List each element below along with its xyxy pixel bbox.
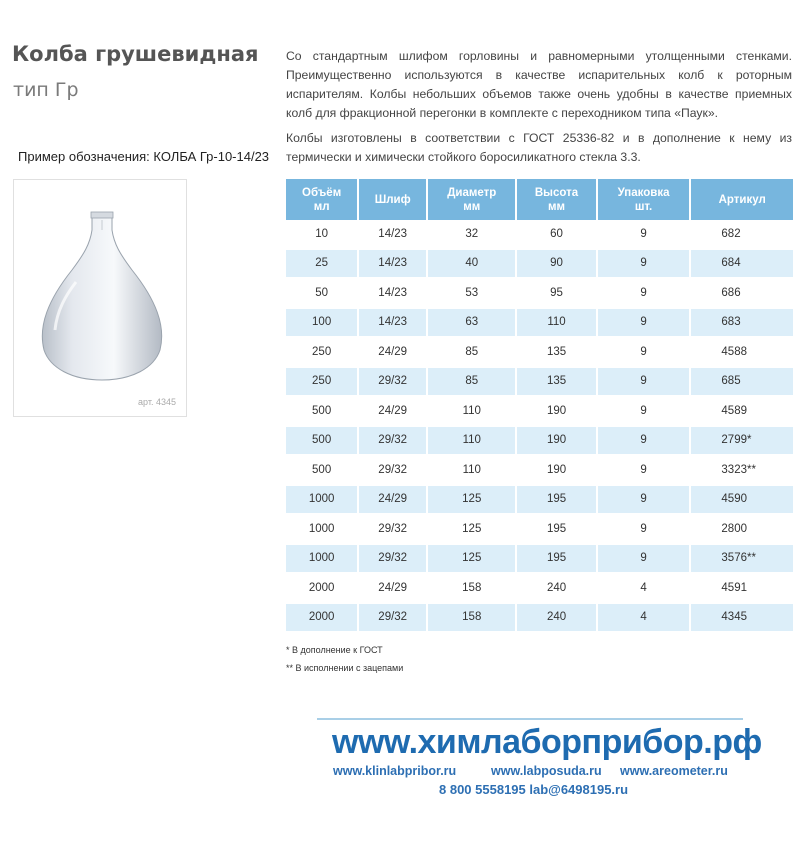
table-cell: 4: [597, 573, 691, 603]
table-cell: 24/29: [358, 337, 427, 367]
table-cell: 2000: [286, 603, 358, 633]
table-cell: 2799*: [690, 426, 793, 456]
table-cell: 4: [597, 603, 691, 633]
description-paragraph: Со стандартным шлифом горловины и равномерными утолщенными стенками. Преимущественно используются в качестве испарительных колб к роторным испарителям. Колбы небольших объемов также очень удобны в качестве приемных колб для фракционной перегонки в комплекте с переходником типа «Паук».: [286, 49, 792, 120]
table-cell: 9: [597, 308, 691, 338]
table-header-row: [286, 179, 793, 220]
table-cell: 158: [427, 603, 516, 633]
table-cell: 14/23: [358, 278, 427, 308]
table-row: [286, 396, 793, 426]
table-cell: 9: [597, 426, 691, 456]
footer-site-klinlabpribor[interactable]: www.klinlabpribor.ru: [333, 764, 457, 778]
footer-contacts: 8 800 5558195 lab@6498195.ru: [439, 782, 629, 797]
table-cell: 95: [516, 278, 596, 308]
table-cell: 100: [286, 308, 358, 338]
table-cell: 9: [597, 485, 691, 515]
table-cell: 135: [516, 337, 596, 367]
table-row: [286, 485, 793, 515]
table-row: [286, 455, 793, 485]
header-volume: Объём мл: [286, 179, 358, 220]
table-row: [286, 337, 793, 367]
table-cell: 29/32: [358, 603, 427, 633]
table-cell: 53: [427, 278, 516, 308]
footer-site-labposuda[interactable]: www.labposuda.ru: [491, 764, 602, 778]
table-row: [286, 573, 793, 603]
table-row: [286, 220, 793, 249]
table-cell: 250: [286, 337, 358, 367]
table-cell: 685: [690, 367, 793, 397]
table-cell: 29/32: [358, 426, 427, 456]
table-cell: 500: [286, 426, 358, 456]
table-cell: 14/23: [358, 249, 427, 279]
table-cell: 4591: [690, 573, 793, 603]
table-cell: 110: [427, 426, 516, 456]
table-cell: 60: [516, 220, 596, 249]
product-description: [286, 47, 792, 173]
table-cell: 110: [516, 308, 596, 338]
description-paragraph: Колбы изготовлены в соответствии с ГОСТ 25336-82 и в дополнение к нему из термически и химически стойкого боросиликатного стекла 3.3.: [286, 131, 792, 164]
table-cell: 24/29: [358, 396, 427, 426]
table-row: [286, 514, 793, 544]
table-cell: 32: [427, 220, 516, 249]
footer-site-areometer[interactable]: www.areometer.ru: [620, 764, 728, 778]
table-cell: 25: [286, 249, 358, 279]
table-cell: 85: [427, 367, 516, 397]
table-cell: 190: [516, 455, 596, 485]
table-cell: 190: [516, 426, 596, 456]
header-package: Упаковка шт.: [597, 179, 691, 220]
article-caption: арт. 4345: [138, 397, 176, 407]
table-cell: 9: [597, 249, 691, 279]
footnote-gost: * В дополнение к ГОСТ: [286, 645, 383, 655]
table-cell: 29/32: [358, 544, 427, 574]
pear-flask-image: [14, 180, 186, 416]
table-cell: 4345: [690, 603, 793, 633]
table-cell: 40: [427, 249, 516, 279]
table-cell: 1000: [286, 514, 358, 544]
table-cell: 14/23: [358, 308, 427, 338]
table-cell: 2000: [286, 573, 358, 603]
product-photo: [13, 179, 187, 417]
table-cell: 4590: [690, 485, 793, 515]
table-cell: 682: [690, 220, 793, 249]
table-row: [286, 426, 793, 456]
table-cell: 50: [286, 278, 358, 308]
table-cell: 29/32: [358, 455, 427, 485]
footer-divider: [317, 718, 743, 720]
table-cell: 90: [516, 249, 596, 279]
table-row: [286, 249, 793, 279]
table-cell: 9: [597, 514, 691, 544]
table-cell: 10: [286, 220, 358, 249]
table-cell: 125: [427, 544, 516, 574]
table-cell: 500: [286, 396, 358, 426]
table-cell: 29/32: [358, 514, 427, 544]
table-cell: 135: [516, 367, 596, 397]
footnote-hooks: ** В исполнении с зацепами: [286, 663, 404, 673]
footer-main-site[interactable]: www.химлаборприбор.рф: [332, 723, 762, 761]
table-cell: 9: [597, 396, 691, 426]
table-cell: 85: [427, 337, 516, 367]
header-article: Артикул: [690, 179, 793, 220]
table-cell: 195: [516, 544, 596, 574]
table-cell: 684: [690, 249, 793, 279]
table-cell: 9: [597, 337, 691, 367]
header-joint: Шлиф: [358, 179, 427, 220]
table-cell: 9: [597, 544, 691, 574]
table-row: [286, 603, 793, 633]
header-diameter: Диаметр мм: [427, 179, 516, 220]
table-cell: 683: [690, 308, 793, 338]
table-cell: 240: [516, 603, 596, 633]
table-cell: 125: [427, 485, 516, 515]
table-cell: 195: [516, 514, 596, 544]
table-cell: 63: [427, 308, 516, 338]
table-cell: 24/29: [358, 485, 427, 515]
table-row: [286, 367, 793, 397]
table-cell: 9: [597, 220, 691, 249]
header-height: Высота мм: [516, 179, 596, 220]
table-cell: 190: [516, 396, 596, 426]
table-row: [286, 544, 793, 574]
product-title: Колба грушевидная: [12, 42, 259, 66]
table-cell: 110: [427, 396, 516, 426]
table-cell: 240: [516, 573, 596, 603]
table-cell: 3323**: [690, 455, 793, 485]
table-cell: 1000: [286, 485, 358, 515]
product-subtitle: тип Гр: [13, 79, 79, 101]
designation-example: Пример обозначения: КОЛБА Гр-10-14/23: [18, 149, 270, 164]
table-cell: 686: [690, 278, 793, 308]
table-row: [286, 278, 793, 308]
table-cell: 24/29: [358, 573, 427, 603]
table-cell: 500: [286, 455, 358, 485]
table-cell: 2800: [690, 514, 793, 544]
table-cell: 4589: [690, 396, 793, 426]
specs-table: [286, 179, 793, 633]
table-cell: 158: [427, 573, 516, 603]
table-cell: 1000: [286, 544, 358, 574]
table-row: [286, 308, 793, 338]
table-cell: 125: [427, 514, 516, 544]
table-cell: 4588: [690, 337, 793, 367]
table-cell: 195: [516, 485, 596, 515]
table-cell: 110: [427, 455, 516, 485]
table-cell: 9: [597, 455, 691, 485]
table-cell: 9: [597, 367, 691, 397]
table-cell: 250: [286, 367, 358, 397]
table-cell: 29/32: [358, 367, 427, 397]
table-cell: 14/23: [358, 220, 427, 249]
table-cell: 9: [597, 278, 691, 308]
table-cell: 3576**: [690, 544, 793, 574]
